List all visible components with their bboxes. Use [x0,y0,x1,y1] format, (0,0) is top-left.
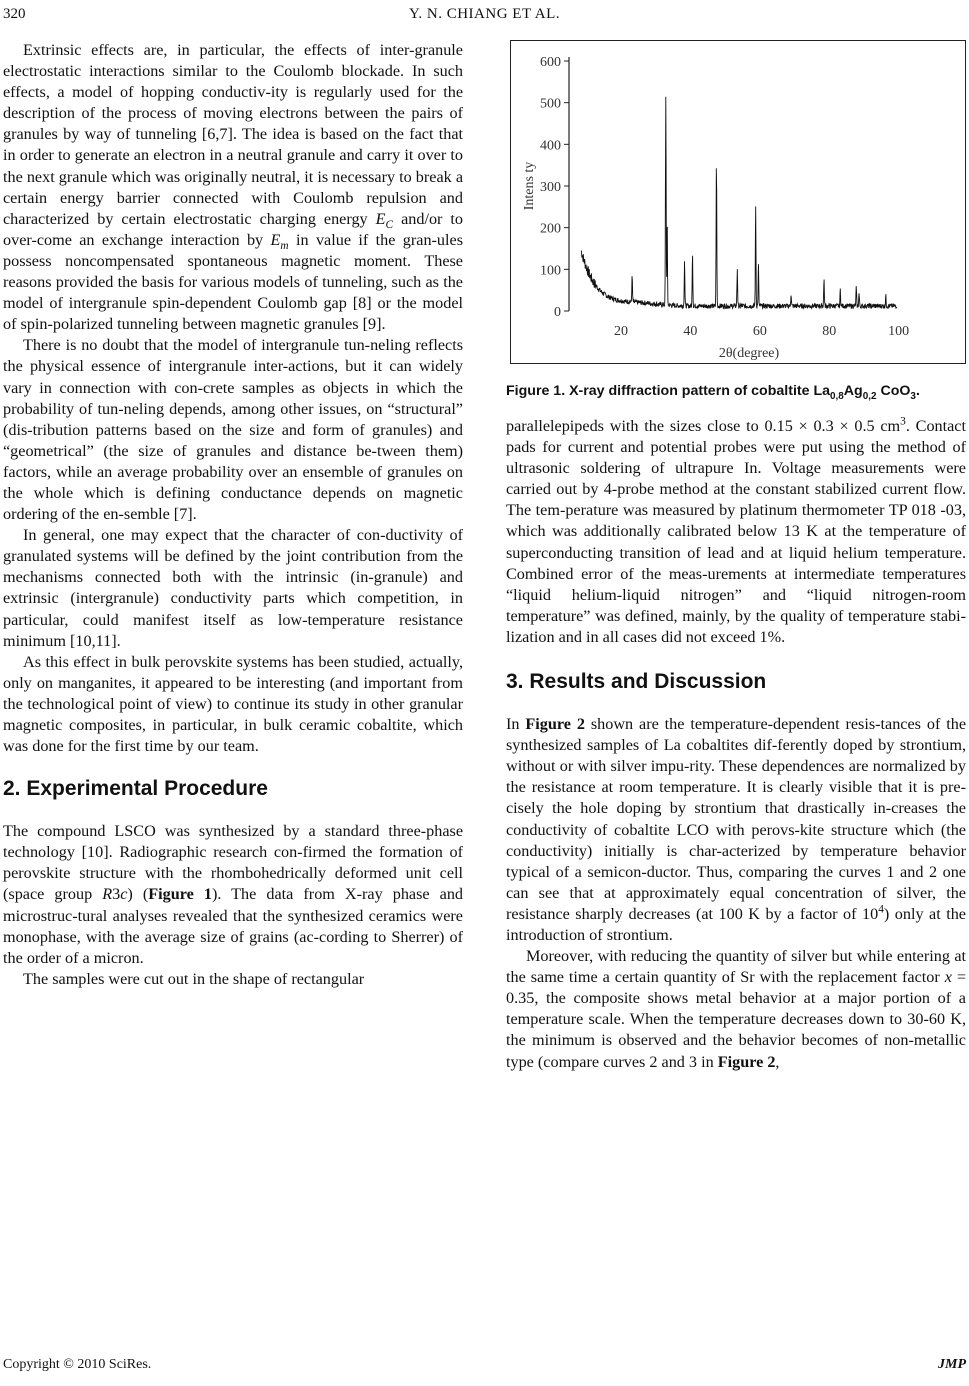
figure-1 [510,40,966,364]
page-number: 320 [3,6,26,22]
xrd-chart [511,41,967,365]
y-tick-label: 100 [540,263,561,279]
x-tick-label: 80 [822,324,837,339]
paragraph: As this effect in bulk perovskite systems has been studied, actually, only on manganites, it appeared to be interesting (and important from the technological point of view) to continue its study in other granular magnetic composites, in particular, in bulk ceramic cobaltite, which was done for the first time by our team. [3,652,463,756]
xrd-pattern-line [581,97,897,309]
y-tick-label: 0 [554,305,561,320]
figure-reference: Figure 1 [148,885,212,904]
x-axis-label: 2θ(degree) [718,346,780,361]
figure-reference: Figure 2 [717,1052,776,1071]
section-heading: 2. Experimental Procedure [3,777,268,801]
y-tick-label: 400 [540,138,561,154]
page-header [3,6,966,28]
y-axis-label: Intens ty [522,161,537,211]
x-tick-label: 40 [683,324,698,339]
y-tick-label: 200 [540,221,561,237]
x-tick-label: 100 [888,324,910,339]
y-tick-label: 600 [540,55,561,70]
running-title: Y. N. CHIANG ET AL. [408,6,561,22]
paragraph: There is no doubt that the model of intergranule tun-neling reflects the physical essence of intergranule inter-actions, but it can widely vary in connection with con-crete samples as objects in which the probability of tun-neling depends, among other issues, on “structural” (dis-tribution patterns based on the size and form of granules) and “geometrical” (the size of granules and distance be-tween them) factors, while an average probability over an ensemble of granules on the whole which is defining conductance depends on magnetic ordering of the en-semble [7]. [3,336,463,524]
right-column [506,40,966,1073]
figure-reference: Figure 2 [525,715,585,734]
paragraph: Moreover, with reducing the quantity of silver but while entering at the same time a certain quantity of Sr with the replacement factor x = 0.35, the composite shows metal behavior at a major portion of a temperature scale. When the temperature decreases down to 30-60 K, the minimum is observed and the behavior becomes of non-metallic type (compare curves 2 and 3 in Figure 2, [506,947,967,1071]
y-tick-label: 500 [540,96,561,112]
journal-name: JMP [938,1357,966,1372]
paragraph: Extrinsic effects are, in particular, the effects of inter-granule electrostatic interactions similar to the Coulomb blockade. In such effects, a model of hopping conductiv-ity is regularly used for the description of the process of moving electrons between the pairs of granules by way of tunneling [6,7]. The idea is based on the fact that in order to generate an electron in a neutral granule and carry it over to the next granule which was originally neutral, it is necessary to break a certain energy barrier connected with Coulomb repulsion and characterized by certain electrostatic charging energy $E_C$ and/or to over-come an exchange interaction by $E_m$ in value if the gran-ules possess noncompensated spontaneous magnetic moment. These reasons provided the basis for various models of tunneling, such as the model of intergranule spin-dependent Coulomb gap [8] or the model of spin-polarized tunneling between magnetic granules [9]. [3,41,464,334]
section-heading: 3. Results and Discussion [506,670,767,694]
figure-caption: Figure 1. X-ray diffraction pattern of cobaltite $La_{0,8}Ag_{0,2}$ CoO$_3$. [506,383,920,402]
paragraph: The compound LSCO was synthesized by a standard three-phase technology [10]. Radiographic research con-firmed the formation of perovskite structure with the rhombohedrically deformed unit cell (space group R3c) (Figure 1). The data from X-ray phase and microstruc-tural analyses revealed that the synthesized ceramics were monophase, with the average size of grains (ac-cording to Sherrer) of the order of a micron. [3,822,464,967]
paragraph: In general, one may expect that the character of con-ductivity of granulated systems will be defined by the joint contribution from the mechanisms connected both with the intrinsic (in-granule) and extrinsic (intergranule) conductivity parts which competition, in particular, could manifest itself as low-temperature resistance minimum [10,11]. [3,526,463,650]
paragraph: parallelepipeds with the sizes close to 0.15 × 0.3 × 0.5 $cm^3$. Contact pads for current and potential probes were put using the method of ultrasonic soldering of ultrapure In. Voltage measurements were carried out by 4-probe method at the constant stabilized current flow. The tem-perature was measured by platinum thermometer TP 018 -03, which was additionally calibrated below 13 K at the temperature of superconducting transition of lead and at liquid helium temperature. Combined error of the meas-urements at intermediate temperatures “liquid helium-liquid nitrogen” and “liquid nitrogen-room temperature” was defined, mainly, by the quality of temperature stabi-lization and in all cases did not exceed 1%. [506,415,966,646]
x-tick-label: 60 [752,324,767,339]
paragraph: The samples were cut out in the shape of rectangular [23,969,365,988]
paragraph: In Figure 2 shown are the temperature-dependent resis-tances of the synthesized samples of La cobaltites dif-ferently doped by strontium, without or with silver impu-rity. These dependences are normalized by the resistance at room temperature. It is clearly visible that it is pre-cisely the hole doping by strontium that drastically in-creases the conductivity of cobaltite LCO with perovs-kite structure which (the conductivity) initially is char-acterized by temperature behavior typical of a semicon-ductor. Thus, comparing the curves 1 and 2 one can see that at approximately equal concentration of silver, the resistance sharply decreases (at 100 K by a factor of $10^4$) only at the introduction of strontium. [506,715,967,944]
copyright: Copyright © 2010 SciRes. [3,1357,152,1372]
y-tick-label: 300 [540,180,561,195]
x-tick-label: 20 [614,324,629,339]
left-column [3,40,463,990]
